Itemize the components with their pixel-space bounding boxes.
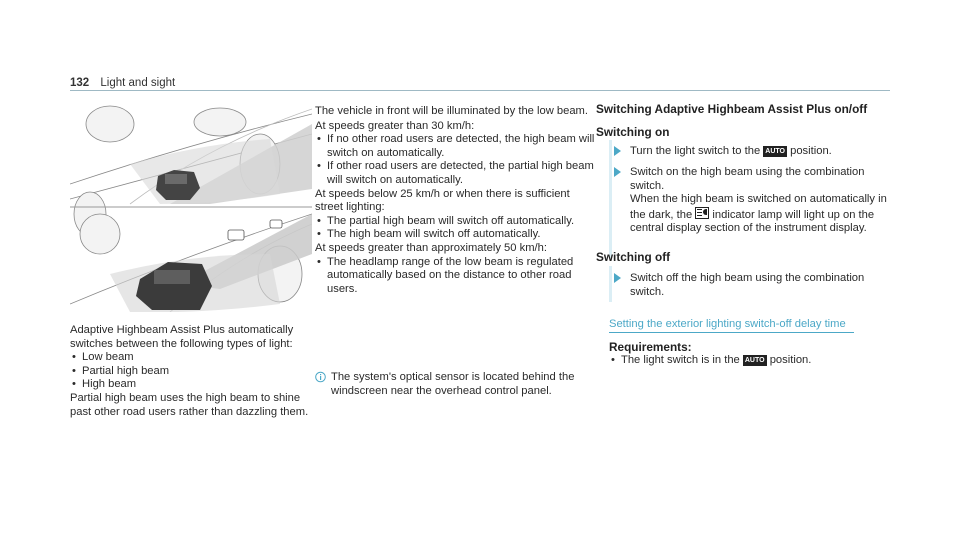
step-text: position. (790, 145, 832, 157)
column-1 (70, 324, 310, 419)
step-arrow-icon (614, 146, 621, 156)
step-arrow-icon (614, 273, 621, 283)
list-item: • If no other road users are detected, the high beam will switch on automatically. (315, 133, 597, 160)
note-text: The system's optical sensor is located behind the windscreen near the overhead control panel. (331, 371, 575, 397)
step-switch-on-high-beam (614, 166, 894, 236)
auto-icon: AUTO (744, 357, 765, 364)
light-types-list (70, 351, 310, 392)
intro-text: Adaptive Highbeam Assist Plus automatically switches between the following types of light: (70, 324, 294, 350)
step-turn-switch (614, 145, 894, 159)
step-text: Turn the light switch to the (630, 145, 761, 157)
step-text: Switch on the high beam using the combination switch. (630, 166, 865, 192)
req-text: position. (769, 354, 812, 366)
outro-text: Partial high beam uses the high beam to shine past other road users rather than dazzling them. (70, 391, 309, 418)
step-switch-off-high-beam (614, 272, 894, 299)
info-icon (315, 371, 326, 388)
paragraph: The vehicle in front will be illuminated by the low beam. (315, 105, 588, 117)
paragraph: At speeds greater than approximately 50 km/h: (315, 241, 547, 254)
auto-icon: AUTO (765, 148, 785, 155)
list-item: • The headlamp range of the low beam is regulated automatically based on the distance to other road users. (315, 256, 597, 297)
link-row (609, 318, 899, 333)
info-note (315, 371, 600, 398)
switching-on-heading: Switching on (596, 125, 670, 139)
requirements-list (609, 354, 899, 368)
paragraph: At speeds greater than 30 km/h: (315, 119, 475, 132)
steps-bar (609, 266, 612, 302)
page-number: 132 (70, 77, 90, 89)
high-beam-indicator-icon (695, 207, 709, 219)
illustration-svg (70, 104, 312, 312)
step-text: When the high beam is switched on automatically in the dark, the (630, 193, 887, 221)
list-item: • The high beam will switch off automatically. (315, 228, 597, 242)
list-item: • Partial high beam (70, 365, 310, 379)
step-arrow-icon (614, 167, 621, 177)
step-text: Switch off the high beam using the combination switch. (630, 272, 865, 298)
exterior-lighting-delay-link[interactable]: Setting the exterior lighting switch-off delay time (609, 318, 854, 333)
requirements-heading: Requirements: (609, 340, 692, 354)
section-title: Light and sight (100, 77, 176, 89)
list-item: • High beam (70, 378, 310, 392)
bullet-list (315, 133, 597, 187)
switching-off-heading: Switching off (596, 250, 671, 264)
paragraph: At speeds below 25 km/h or when there is sufficient street lighting: (315, 187, 570, 214)
list-item (609, 354, 899, 368)
section-heading: Switching Adaptive Highbeam Assist Plus on/off (596, 102, 868, 116)
page-header (70, 77, 175, 91)
bullet-list (315, 215, 597, 242)
highbeam-illustration (70, 104, 312, 312)
list-item: • If other road users are detected, the partial high beam will switch on automatically. (315, 160, 597, 187)
list-item: • Low beam (70, 351, 310, 365)
column-2 (315, 105, 597, 296)
bullet-list (315, 256, 597, 297)
step-text: indicator lamp will light up on the central display section of the instrument display. (630, 208, 875, 235)
list-item: • The partial high beam will switch off automatically. (315, 215, 597, 229)
steps-bar (609, 140, 612, 258)
req-text: The light switch is in the (621, 354, 740, 366)
header-divider (70, 90, 890, 91)
